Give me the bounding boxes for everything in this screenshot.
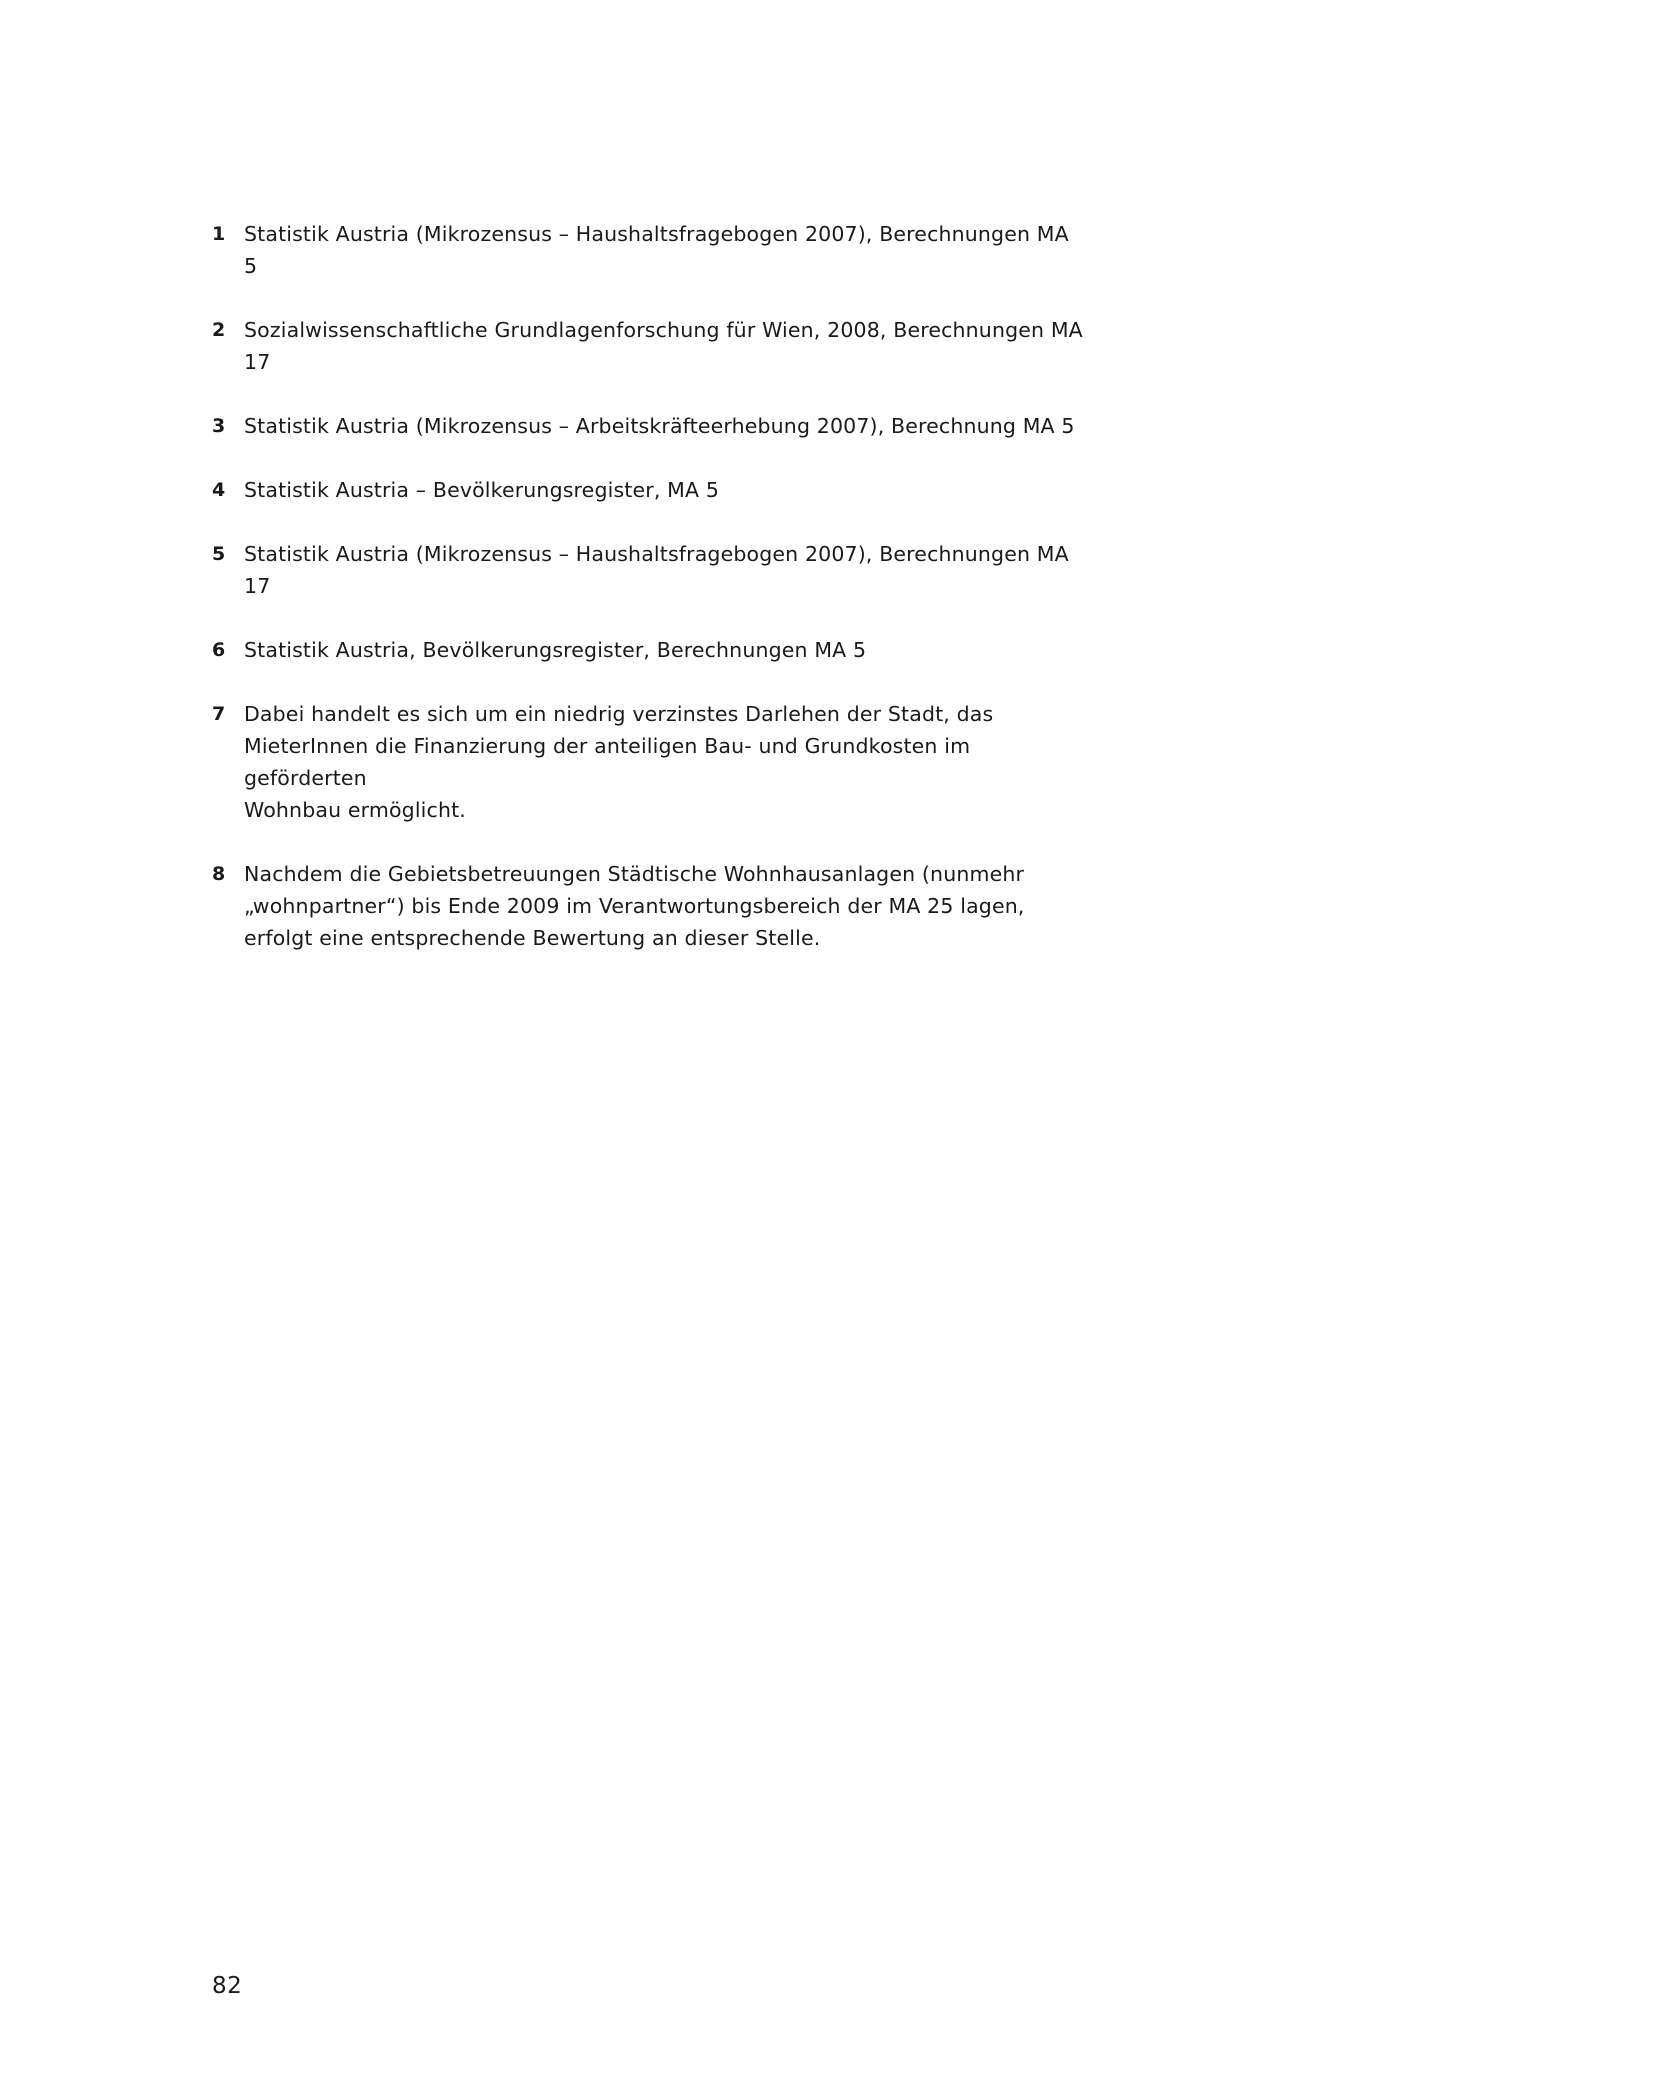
footnote-item [212, 698, 1112, 826]
footnote-item [212, 538, 1112, 602]
footnote-text: Sozialwissenschaftliche Grundlagenforschung für Wien, 2008, Berechnungen MA 17 [244, 318, 1083, 374]
footnote-number: 6 [212, 639, 226, 661]
footnote-item [212, 858, 1112, 954]
footnote-item [212, 634, 1112, 666]
footnote-text: Statistik Austria (Mikrozensus – Haushaltsfragebogen 2007), Berechnungen MA 5 [244, 222, 1069, 278]
footnote-item [212, 314, 1112, 378]
footnote-text: Statistik Austria – Bevölkerungsregister, MA 5 [244, 478, 720, 502]
footnote-text: Nachdem die Gebietsbetreuungen Städtische Wohnhausanlagen (nunmehr „wohnpartner“) bis Ende 2009 im Verantwortungsbereich der MA 25 lagen, erfolgt eine entsprechende Bewertung an dieser Stelle. [244, 862, 1025, 950]
page-number: 82 [212, 1973, 243, 1999]
footnote-number: 1 [212, 223, 226, 245]
footnote-text: Statistik Austria, Bevölkerungsregister, Berechnungen MA 5 [244, 638, 867, 662]
footnote-number: 4 [212, 479, 226, 501]
footnote-item [212, 218, 1112, 282]
footnote-number: 8 [212, 863, 226, 885]
footnote-number: 2 [212, 319, 226, 341]
footnote-list [212, 218, 1112, 986]
footnote-item [212, 474, 1112, 506]
footnote-text: Dabei handelt es sich um ein niedrig verzinstes Darlehen der Stadt, das MieterInnen die Finanzierung der anteiligen Bau- und Grundkosten im geförderten Wohnbau ermöglicht. [244, 702, 994, 822]
footnote-text: Statistik Austria (Mikrozensus – Haushaltsfragebogen 2007), Berechnungen MA 17 [244, 542, 1069, 598]
footnote-number: 5 [212, 543, 226, 565]
footnote-item [212, 410, 1112, 442]
footnote-text: Statistik Austria (Mikrozensus – Arbeitskräfteerhebung 2007), Berechnung MA 5 [244, 414, 1075, 438]
footnote-number: 3 [212, 415, 226, 437]
footnote-number: 7 [212, 703, 226, 725]
